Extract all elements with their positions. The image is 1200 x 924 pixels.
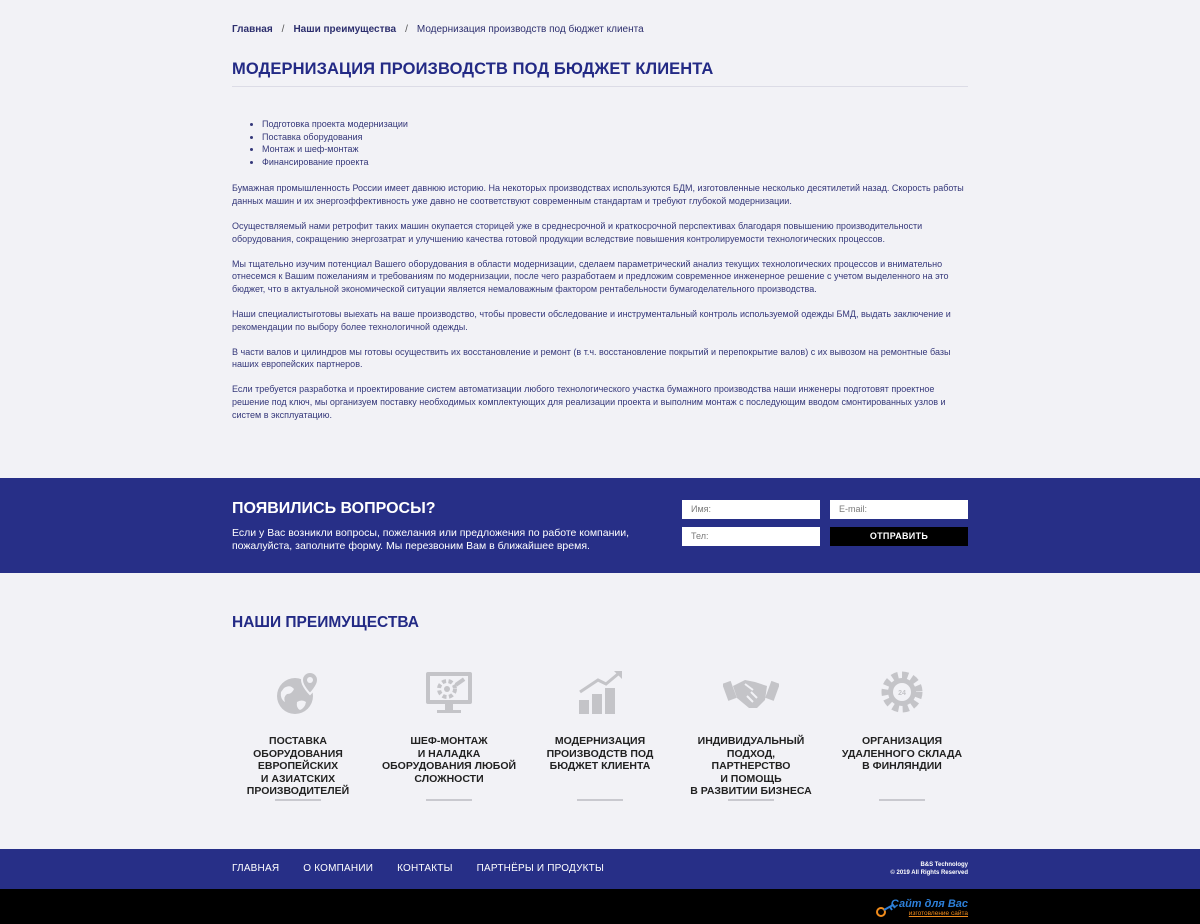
name-field[interactable] — [682, 500, 820, 519]
site-maker-subtitle: изготовление сайта — [908, 910, 968, 917]
title-divider — [232, 86, 968, 87]
content-paragraph: Если требуется разработка и проектирование систем автоматизации любого технологического участка бумажного производства наши инженеры подготовят проектное решение под ключ, мы организуем поставку необходимых комплектующих для реализации проекта и выполним монтаж с последующим вводом смонтированных узлов и систем в эксплуатацию. — [232, 384, 946, 420]
advantage-divider — [426, 799, 472, 801]
breadcrumb — [232, 22, 968, 36]
footer — [0, 849, 1200, 889]
service-list — [248, 118, 968, 168]
footer-link-home[interactable]: ГЛАВНАЯ — [232, 863, 280, 874]
content-paragraph: Бумажная промышленность России имеет давнюю историю. На некоторых производствах используются БДМ, изготовленные несколько десятилетий назад. Скорость работы данных машин и их энергоэффективность уже давно не соответствуют современным стандартам и требуют глубокой модернизации. — [232, 183, 964, 206]
advantage-label: ОРГАНИЗАЦИЯ УДАЛЕННОГО СКЛАДА В ФИНЛЯНДИИ — [841, 735, 963, 773]
advantage-label: ПОСТАВКА ОБОРУДОВАНИЯ ЕВРОПЕЙСКИХ И АЗИАТСКИХ ПРОИЗВОДИТЕЛЕЙ — [246, 735, 350, 798]
page-content — [232, 118, 968, 434]
advantage-item[interactable] — [374, 668, 524, 785]
advantage-item[interactable] — [223, 668, 373, 798]
globe-pin-icon — [270, 668, 326, 716]
advantage-item[interactable] — [827, 668, 977, 773]
advantage-item[interactable] — [525, 668, 675, 773]
site-maker-title: Сайт для Вас — [890, 898, 968, 910]
gear-24-icon — [874, 668, 930, 716]
advantage-label: ИНДИВИДУАЛЬНЫЙ ПОДХОД, ПАРТНЕРСТВО И ПОМОЩЬ В РАЗВИТИИ БИЗНЕСА — [690, 735, 812, 798]
questions-text: Если у Вас возникли вопросы, пожелания или предложения по работе компании, пожалуйста, заполните форму. Мы перезвоним Вам в ближайшее время. — [232, 527, 630, 552]
breadcrumb-separator: / — [281, 23, 285, 35]
advantage-label: МОДЕРНИЗАЦИЯ ПРОИЗВОДСТВ ПОД БЮДЖЕТ КЛИЕНТА — [546, 735, 654, 773]
svg-text:24: 24 — [898, 690, 906, 697]
contact-form-section — [0, 478, 1200, 573]
breadcrumb-advantages-link[interactable]: Наши преимущества — [293, 23, 397, 35]
advantage-divider — [577, 799, 623, 801]
email-field[interactable] — [830, 500, 968, 519]
advantages-title: НАШИ ПРЕИМУЩЕСТВА — [232, 614, 419, 631]
breadcrumb-separator: / — [405, 23, 408, 35]
site-maker-link[interactable] — [891, 898, 968, 917]
list-item: • Подготовка проекта модернизации — [262, 118, 968, 131]
content-paragraph: Мы тщательно изучим потенциал Вашего оборудования в области модернизации, сделаем параметрический анализ текущих технологических процессов и внимательно отнесемся к Вашим пожеланиям и требованиям по модернизации, после чего разработаем и предложим современное инженерное решение с учетом выделенного на это бюджет, что в актуальной экономической ситуации является немаловажным фактором рентабельности бумагоделательного производства. — [232, 258, 949, 294]
copyright-text: © 2019 All Rights Reserved — [890, 869, 968, 876]
bottom-bar — [0, 889, 1200, 924]
advantage-item[interactable] — [676, 668, 826, 798]
company-name: B&S Technology — [920, 862, 968, 868]
footer-link-about[interactable]: О КОМПАНИИ — [303, 863, 374, 874]
list-item: • Поставка оборудования — [262, 131, 968, 144]
footer-nav — [232, 863, 628, 874]
copyright-block — [890, 862, 968, 877]
list-item: • Финансирование проекта — [262, 156, 968, 169]
send-button[interactable]: ОТПРАВИТЬ — [830, 527, 968, 546]
advantage-divider — [275, 799, 321, 801]
advantage-divider — [728, 799, 774, 801]
advantage-divider — [879, 799, 925, 801]
questions-title: ПОЯВИЛИСЬ ВОПРОСЫ? — [232, 500, 436, 517]
content-paragraph: В части валов и цилиндров мы готовы осуществить их восстановление и ремонт (в т.ч. восстановление покрытий и перепокрытие валов) с их вывозом на ремонтные базы наших европейских партнеров. — [232, 346, 951, 370]
monitor-gear-icon — [421, 668, 477, 716]
handshake-icon — [723, 668, 779, 716]
breadcrumb-home-link[interactable]: Главная — [232, 23, 273, 35]
footer-link-contacts[interactable]: КОНТАКТЫ — [397, 863, 453, 874]
bar-chart-growth-icon — [572, 668, 628, 716]
list-item: • Монтаж и шеф-монтаж — [262, 143, 968, 156]
page-title: МОДЕРНИЗАЦИЯ ПРОИЗВОДСТВ ПОД БЮДЖЕТ КЛИЕНТА — [232, 60, 714, 78]
breadcrumb-current: Модернизация производств под бюджет клиента — [416, 23, 644, 35]
phone-field[interactable] — [682, 527, 820, 546]
footer-link-partners[interactable]: ПАРТНЁРЫ И ПРОДУКТЫ — [476, 863, 605, 874]
content-paragraph: Наши специалистыготовы выехать на ваше производство, чтобы провести обследование и инструментальный контроль используемой одежды БМД, выдать заключение и рекомендации по выбору более технологичной одежды. — [232, 309, 951, 332]
advantage-label: ШЕФ-МОНТАЖ И НАЛАДКА ОБОРУДОВАНИЯ ЛЮБОЙ СЛОЖНОСТИ — [381, 735, 517, 785]
content-paragraph: Осуществляемый нами ретрофит таких машин окупается сторицей уже в среднесрочной и краткосрочной перспективах благодаря повышению производительности оборудования, сокращению энергозатрат и улучшению качества готовой продукции вследствие повышения контролируемости технологических процессов. — [232, 221, 923, 244]
